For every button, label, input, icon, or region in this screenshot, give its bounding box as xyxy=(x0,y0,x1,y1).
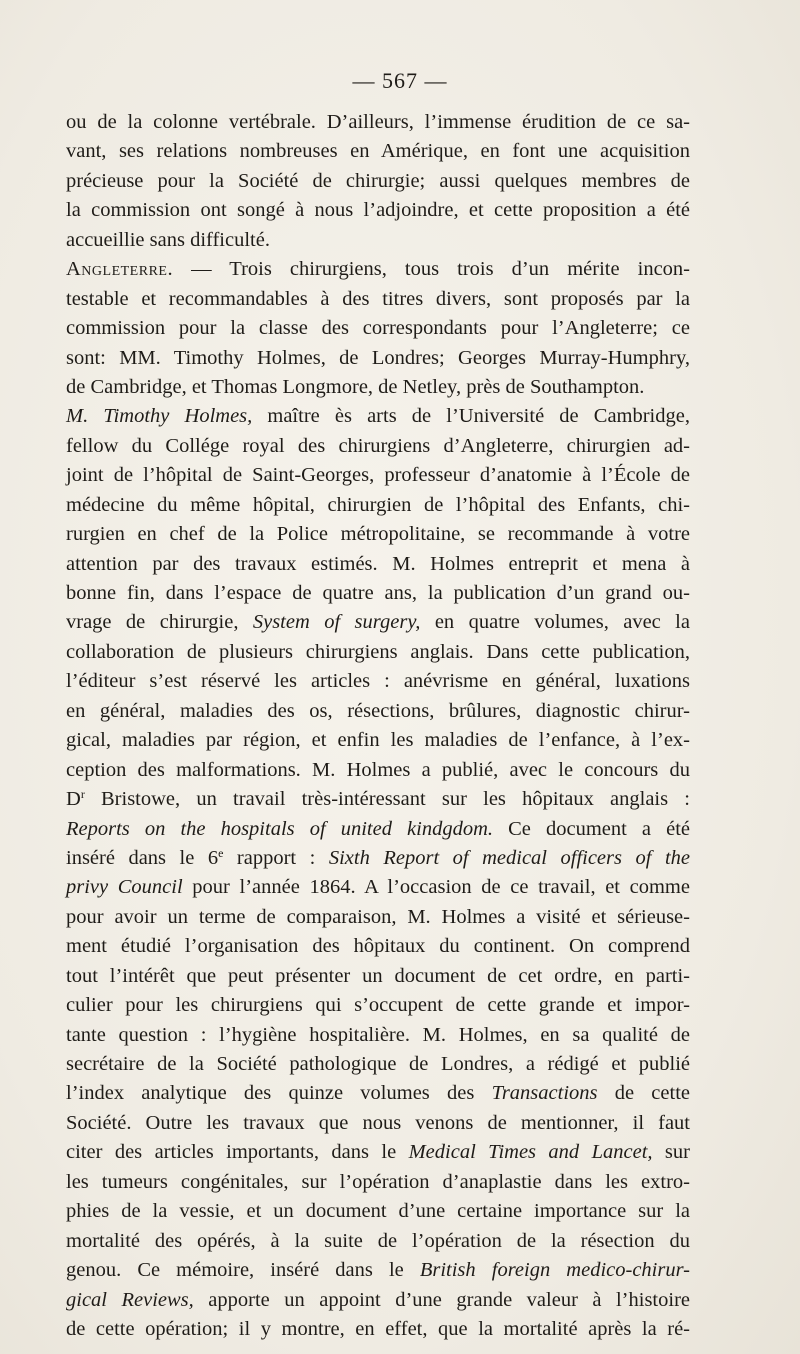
text-run: tante question : l’hygiène hospitalière. M. Holmes, en sa qualité de xyxy=(66,1023,690,1046)
text-run: maître ès arts de l’Université de Cambridge, xyxy=(252,405,690,428)
text-run: tout l’intérêt que peut présenter un document de cet ordre, en parti- xyxy=(66,964,690,987)
text-line xyxy=(66,991,690,1020)
text-run: vrage de chirurgie, xyxy=(66,611,253,634)
text-run: citer des articles importants, dans le xyxy=(66,1141,409,1164)
text-run: commission pour la classe des correspondants pour l’Angleterre; ce xyxy=(66,317,690,340)
italic-title: System of surgery, xyxy=(252,611,421,634)
text-run: sur xyxy=(652,1141,690,1164)
text-line xyxy=(66,1256,690,1285)
text-run: secrétaire de la Société pathologique de Londres, a rédigé et publié xyxy=(66,1053,690,1075)
body-text xyxy=(66,108,690,1344)
text-line xyxy=(66,314,690,343)
text-line xyxy=(66,1021,690,1050)
text-line xyxy=(66,962,690,991)
text-line xyxy=(66,667,690,696)
text-line xyxy=(66,1079,690,1108)
text-line xyxy=(66,432,690,461)
text-line xyxy=(66,1227,690,1256)
text-line xyxy=(66,402,690,431)
italic-title: Medical Times and Lancet, xyxy=(408,1141,653,1164)
text-run: collaboration de plusieurs chirurgiens anglais. Dans cette publication, xyxy=(66,640,690,663)
italic-title: privy Council xyxy=(66,876,183,899)
text-run: de cette opération; il y montre, en effet, que la mortalité après la ré- xyxy=(66,1317,690,1340)
text-run: la commission ont songé à nous l’adjoindre, et cette proposition a été xyxy=(66,199,690,222)
text-line xyxy=(66,903,690,932)
text-line xyxy=(66,167,690,196)
text-run: fellow du Collége royal des chirurgiens d’Angleterre, chirurgien ad- xyxy=(66,434,690,457)
text-run: ment étudié l’organisation des hôpitaux du continent. On comprend xyxy=(66,935,690,958)
text-line xyxy=(66,726,690,755)
text-run: en général, maladies des os, résections, brûlures, diagnostic chirur- xyxy=(66,699,690,722)
text-run: mortalité des opérés, à la suite de l’opération de la résection du xyxy=(66,1229,690,1252)
text-line xyxy=(66,638,690,667)
text-line xyxy=(66,785,690,814)
page-number: — 567 — xyxy=(352,68,448,93)
text-run: vant, ses relations nombreuses en Amérique, en font une acquisition xyxy=(66,140,690,163)
text-run: l’index analytique des quinze volumes des xyxy=(66,1082,492,1105)
text-line xyxy=(66,550,690,579)
italic-title: Reports on the hospitals of united kindgdom. xyxy=(66,817,494,840)
text-run: bonne fin, dans l’espace de quatre ans, la publication d’un grand ou- xyxy=(66,582,690,604)
italic-title: M. Timothy Holmes, xyxy=(66,405,253,428)
text-line xyxy=(66,932,690,961)
italic-title: British foreign medico-chirur- xyxy=(419,1259,690,1282)
text-line xyxy=(66,579,690,608)
text-line xyxy=(66,285,690,314)
text-line xyxy=(66,226,690,255)
text-run: Société. Outre les travaux que nous venons de mentionner, il faut xyxy=(66,1111,690,1134)
text-line xyxy=(66,520,690,549)
text-run: rurgien en chef de la Police métropolitaine, se recommande à votre xyxy=(66,523,690,546)
superscript: r xyxy=(80,787,85,802)
text-line xyxy=(66,373,690,402)
text-line xyxy=(66,491,690,520)
text-line xyxy=(66,1109,690,1138)
text-run: genou. Ce mémoire, inséré dans le xyxy=(66,1259,420,1282)
italic-title: gical Reviews, xyxy=(66,1288,194,1311)
text-run: pour l’année 1864. A l’occasion de ce travail, et comme xyxy=(182,876,690,899)
text-line xyxy=(66,1138,690,1167)
text-run: ou de la colonne vertébrale. D’ailleurs, l’immense érudition de ce sa- xyxy=(66,111,690,133)
text-run: les tumeurs congénitales, sur l’opération d’anaplastie dans les extro- xyxy=(66,1170,690,1193)
text-run: Bristowe, un travail très-intéressant sur les hôpitaux anglais : xyxy=(84,788,690,811)
text-run: attention par des travaux estimés. M. Holmes entreprit et mena à xyxy=(66,552,690,575)
text-run: rapport : xyxy=(223,846,329,869)
text-run: apporte un appoint d’une grande valeur à l’histoire xyxy=(193,1288,690,1311)
text-run: gical, maladies par région, et enfin les maladies de l’enfance, à l’ex- xyxy=(66,729,690,752)
text-line xyxy=(66,815,690,844)
text-line xyxy=(66,608,690,637)
text-run: en quatre volumes, avec la xyxy=(420,611,690,634)
text-run: l’éditeur s’est réservé les articles : anévrisme en général, luxations xyxy=(66,670,690,693)
text-run: de Cambridge, et Thomas Longmore, de Netley, près de Southampton. xyxy=(66,375,645,398)
text-line xyxy=(66,108,690,137)
text-line xyxy=(66,1286,690,1315)
text-line xyxy=(66,196,690,225)
text-run: joint de l’hôpital de Saint-Georges, professeur d’anatomie à l’École de xyxy=(66,464,690,487)
italic-title: Transactions xyxy=(491,1082,598,1105)
text-line xyxy=(66,344,690,373)
text-line xyxy=(66,1168,690,1197)
superscript: e xyxy=(218,845,224,860)
text-run: pour avoir un terme de comparaison, M. Holmes a visité et sérieuse- xyxy=(66,905,690,928)
text-run: D xyxy=(66,788,81,811)
text-line xyxy=(66,1315,690,1344)
text-line xyxy=(66,756,690,785)
text-run: accueillie sans difficulté. xyxy=(66,228,270,251)
section-heading: Angleterre. xyxy=(66,258,174,281)
text-line xyxy=(66,255,690,284)
text-run: inséré dans le 6 xyxy=(66,846,219,869)
text-run: phies de la vessie, et un document d’une certaine importance sur la xyxy=(66,1200,690,1223)
text-line xyxy=(66,873,690,902)
text-line xyxy=(66,461,690,490)
text-line xyxy=(66,697,690,726)
text-line xyxy=(66,1197,690,1226)
text-run: ception des malformations. M. Holmes a publié, avec le concours du xyxy=(66,758,690,781)
text-line xyxy=(66,1050,690,1079)
italic-title: Sixth Report of medical officers of the xyxy=(328,846,690,869)
text-run: Ce document a été xyxy=(493,817,690,840)
text-run: testable et recommandables à des titres divers, sont proposés par la xyxy=(66,287,690,310)
text-run: culier pour les chirurgiens qui s’occupent de cette grande et impor- xyxy=(66,994,690,1017)
text-run: précieuse pour la Société de chirurgie; aussi quelques membres de xyxy=(66,169,690,192)
text-run: sont: MM. Timothy Holmes, de Londres; Georges Murray-Humphry, xyxy=(66,346,690,369)
text-line xyxy=(66,844,690,873)
text-line xyxy=(66,137,690,166)
text-run: — Trois chirurgiens, tous trois d’un mérite incon- xyxy=(173,258,690,281)
text-run: médecine du même hôpital, chirurgien de l’hôpital des Enfants, chi- xyxy=(66,493,690,516)
text-run: de cette xyxy=(597,1082,690,1105)
